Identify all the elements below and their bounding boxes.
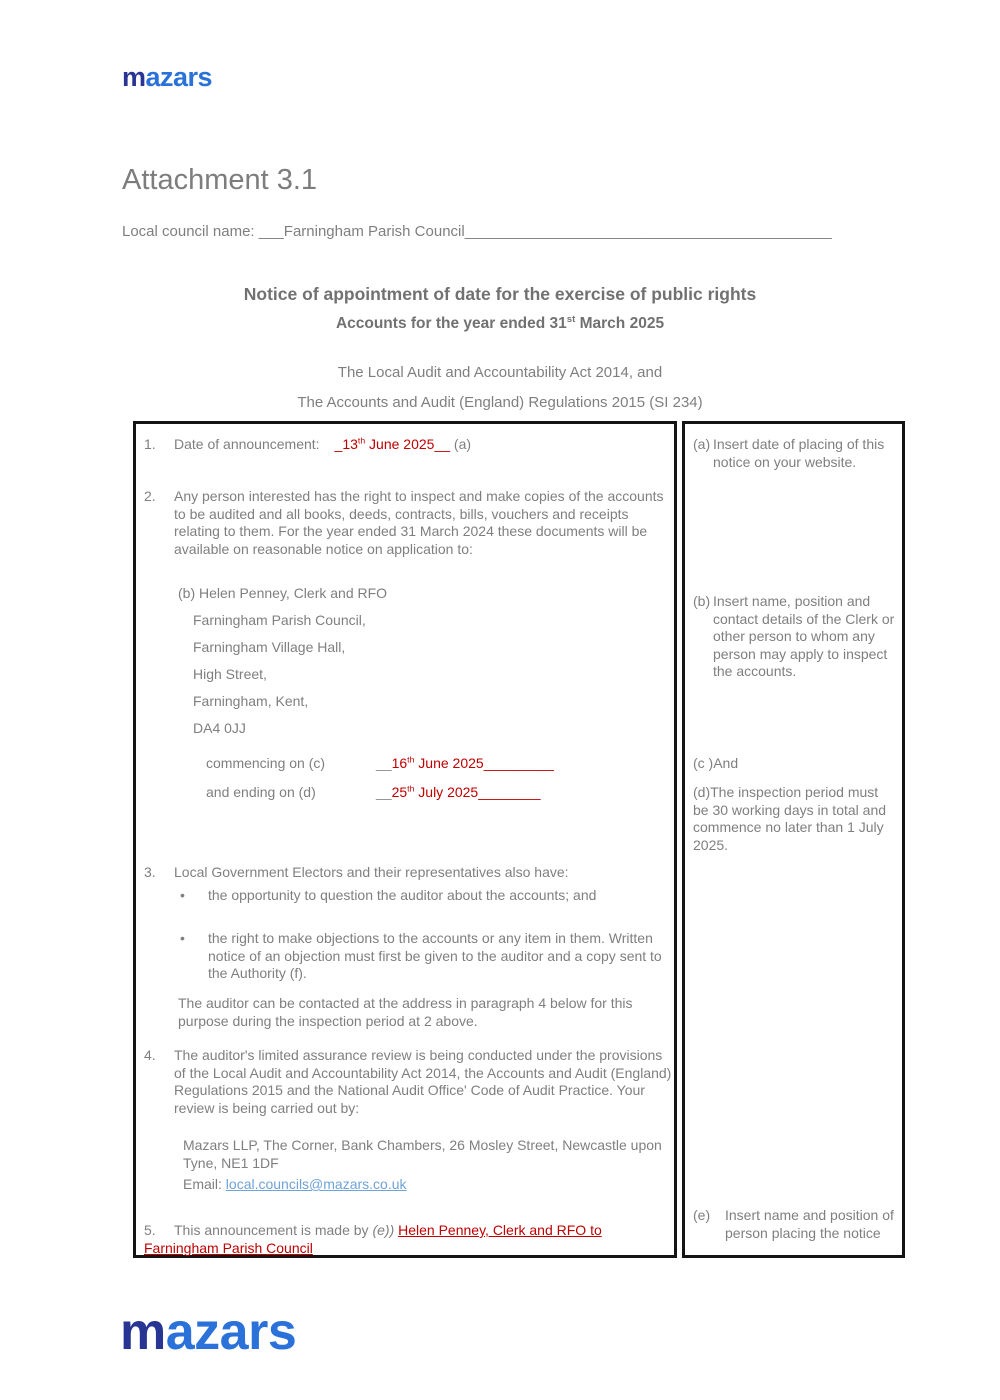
- act-line-1: The Local Audit and Accountability Act 2014, and: [337, 364, 663, 381]
- contact-line-clerk: (b) Helen Penney, Clerk and RFO: [178, 585, 388, 601]
- note-b: [693, 593, 896, 681]
- ending-label: and ending on (d): [206, 784, 316, 800]
- contact-block: [178, 585, 387, 747]
- commencing-row: [206, 755, 554, 773]
- notice-body-box: [133, 421, 677, 1258]
- note-c: (c )And: [693, 755, 739, 771]
- note-d: (d)The inspection period must be 30 working days in total and commence no later than 1 July 2025.: [693, 784, 887, 853]
- note-e-text: Insert name and position of person placing the notice: [725, 1207, 894, 1241]
- item-1-number: 1.: [144, 436, 156, 452]
- contact-line-town: Farningham, Kent,: [193, 693, 309, 709]
- bullet-icon: •: [180, 887, 185, 903]
- auditor-address: Mazars LLP, The Corner, Bank Chambers, 26 Mosley Street, Newcastle upon Tyne, NE1 1DF: [183, 1137, 662, 1171]
- item-1-date-field: [335, 436, 450, 452]
- notice-subtitle: [0, 315, 1000, 333]
- act-line-2: The Accounts and Audit (England) Regulations 2015 (SI 234): [297, 394, 703, 411]
- note-a: [693, 436, 896, 471]
- notice-item-2: [144, 488, 664, 558]
- bullet-1-text: the opportunity to question the auditor about the accounts; and: [208, 887, 597, 903]
- notice-item-4: [144, 1047, 672, 1117]
- auditor-email-row: [183, 1176, 407, 1194]
- mazars-logo-top-azars: azars: [145, 62, 213, 92]
- item-1-date-rest: June 2025: [365, 436, 435, 452]
- ending-row: [206, 784, 541, 802]
- contact-line-street: High Street,: [193, 666, 267, 682]
- note-a-text: Insert date of placing of this notice on your website.: [713, 436, 885, 470]
- ending-sup: th: [407, 783, 415, 794]
- commencing-underscore-trail: _________: [483, 755, 554, 771]
- mazars-logo-bottom-m: m: [120, 1303, 166, 1361]
- ending-day: 25: [391, 784, 408, 800]
- commencing-sup: th: [407, 754, 415, 765]
- contact-line-hall: Farningham Village Hall,: [193, 639, 346, 655]
- council-name-underscore-prefix: ___: [258, 223, 284, 240]
- subtitle-superscript: st: [566, 313, 576, 325]
- item-3-bullet-2: [136, 930, 662, 983]
- item-4-text: The auditor's limited assurance review is being conducted under the provisions of the Local Audit and Accountability Act 2014, the Accounts and Audit (England) Regulations 2015 and the National Audit Office' Code of Audit Practice. Your review is being carried out by:: [174, 1047, 672, 1116]
- commencing-date-field: [376, 755, 554, 771]
- item-3-number: 3.: [144, 864, 156, 880]
- signatory-link[interactable]: Helen Penney, Clerk and RFO to Farningham Parish Council: [144, 1222, 602, 1256]
- item-5-marker-e: (e)): [372, 1222, 399, 1238]
- mazars-logo-top-m: m: [122, 62, 146, 92]
- item-3-text: Local Government Electors and their representatives also have:: [174, 864, 569, 880]
- item-1-date-suffix: __: [434, 436, 451, 452]
- council-name-underscore-trail: ____________________________________________: [464, 223, 832, 240]
- ending-rest: July 2025: [414, 784, 479, 800]
- council-name-value: Farningham Parish Council: [283, 223, 465, 240]
- item-1-marker-a: (a): [450, 436, 472, 452]
- item-1-label: Date of announcement:: [174, 436, 320, 452]
- mazars-logo-top: [122, 64, 212, 91]
- note-a-marker: (a): [693, 436, 711, 452]
- council-name-label: Local council name:: [122, 223, 259, 240]
- notice-item-1: [144, 436, 662, 454]
- attachment-title: Attachment 3.1: [122, 164, 318, 196]
- note-b-marker: (b): [693, 593, 711, 609]
- item-5-text: This announcement is made by: [174, 1222, 373, 1238]
- note-e: [693, 1207, 896, 1242]
- item-5-number: 5.: [144, 1222, 156, 1238]
- commencing-day: 16: [391, 755, 408, 771]
- note-b-text: Insert name, position and contact details of the Clerk or other person to whom any person may apply to inspect the accounts.: [713, 593, 895, 679]
- mazars-logo-bottom: [120, 1303, 297, 1361]
- ending-underscore-prefix: __: [376, 784, 392, 800]
- notice-item-5: [144, 1222, 669, 1257]
- commencing-underscore-prefix: __: [376, 755, 392, 771]
- item-1-date-sup: th: [357, 435, 366, 446]
- mazars-logo-bottom-azars: azars: [165, 1303, 297, 1361]
- email-link[interactable]: local.councils@mazars.co.uk: [225, 1176, 407, 1192]
- item-2-text: Any person interested has the right to inspect and make copies of the accounts to be audited and all books, deeds, contracts, bills, vouchers and receipts relating to them. For the year ended 31 March 2024 these documents will be available on reasonable notice on application to:: [174, 488, 664, 557]
- ending-date-field: [376, 784, 541, 800]
- commencing-rest: June 2025: [414, 755, 484, 771]
- item-3-footer: The auditor can be contacted at the address in paragraph 4 below for this purpose during the inspection period at 2 above.: [178, 995, 633, 1029]
- notice-main-title: Notice of appointment of date for the exercise of public rights: [243, 284, 757, 304]
- item-1-date-day: 13: [342, 436, 358, 452]
- commencing-label: commencing on (c): [206, 755, 326, 771]
- item-1-date-prefix: _: [334, 436, 343, 452]
- bullet-icon: •: [180, 930, 185, 946]
- contact-line-postcode: DA4 0JJ: [193, 720, 246, 736]
- email-label: Email:: [183, 1176, 226, 1192]
- item-3-bullet-1: [136, 887, 658, 905]
- ending-underscore-trail: ________: [478, 784, 541, 800]
- contact-line-council: Farningham Parish Council,: [193, 612, 366, 628]
- subtitle-pre: Accounts for the year ended 31: [335, 315, 567, 332]
- item-4-number: 4.: [144, 1047, 156, 1063]
- bullet-2-text: the right to make objections to the accounts or any item in them. Written notice of an objection must first be given to the auditor and a copy sent to the Authority (f).: [208, 930, 662, 981]
- notice-item-3: [144, 864, 658, 882]
- council-name-line: [122, 223, 832, 240]
- margin-notes-box: [682, 421, 905, 1258]
- subtitle-post: March 2025: [575, 315, 665, 332]
- item-2-number: 2.: [144, 488, 156, 504]
- note-e-marker: (e): [693, 1207, 711, 1223]
